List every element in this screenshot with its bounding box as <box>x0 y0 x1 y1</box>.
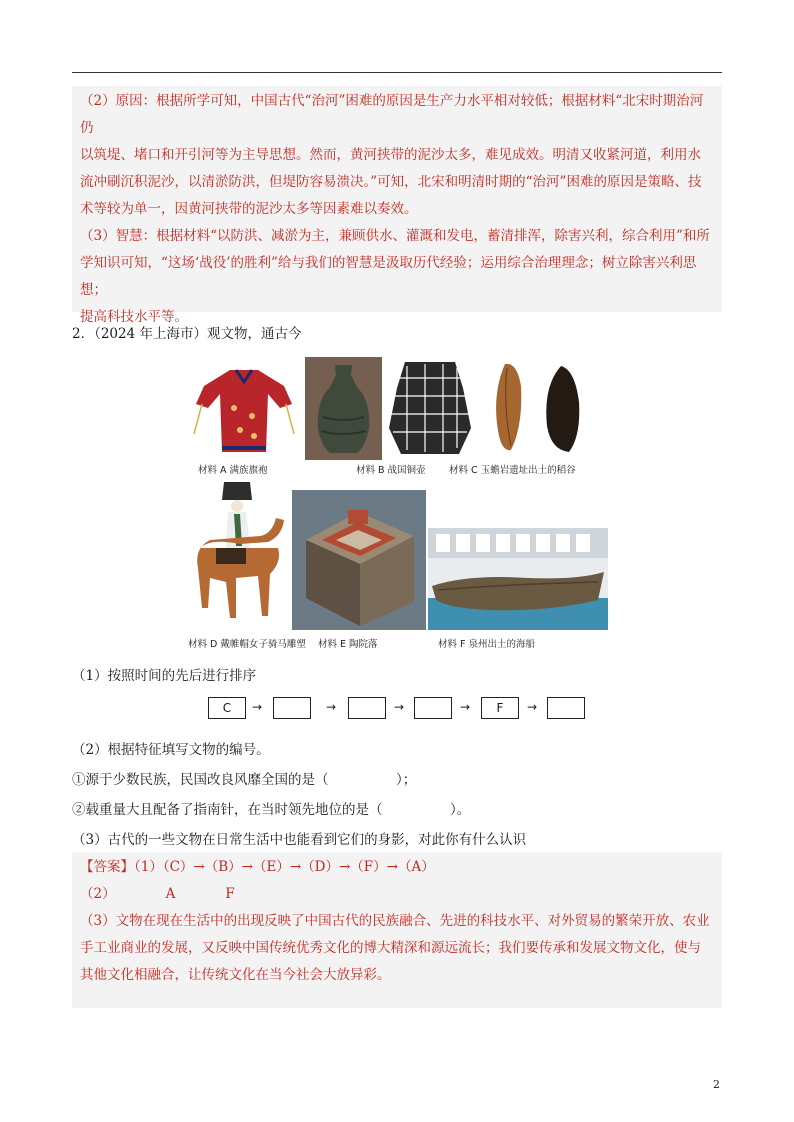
bronze-pot-image <box>305 357 382 460</box>
question-1: （1）按照时间的先后进行排序 <box>72 668 257 684</box>
sequence-arrow: → <box>460 700 471 714</box>
sequence-box-2[interactable] <box>273 697 311 719</box>
sequence-arrow: → <box>252 700 263 714</box>
caption-e: 材料 E 陶院落 <box>318 639 378 650</box>
question-2-2: ②载重量大且配备了指南针，在当时领先地位的是（ ）。 <box>72 802 471 818</box>
answer-line: 以筑堤、堵口和开引河等为主导思想。然而，黄河挟带的泥沙太多，难见成效。明清又收紧河道，利用水 <box>80 147 701 163</box>
answer-line-3: （3）文物在现在生活中的出现反映了中国古代的民族融合、先进的科技水平、对外贸易的繁荣开放、农业 <box>80 913 710 929</box>
rider-sculpture-image <box>190 478 288 630</box>
page-number: 2 <box>713 1078 720 1091</box>
sequence-arrow: → <box>326 700 337 714</box>
ship-image <box>428 528 608 630</box>
answer-line-4: 手工业商业的发展，又反映中国传统优秀文化的博大精深和源远流长；我们要传承和发展文物文化，使与 <box>80 940 701 956</box>
sequence-box-4[interactable] <box>414 697 452 719</box>
caption-a: 材料 A 满族旗袍 <box>198 465 268 476</box>
caption-b: 材料 B 战国铜壶 <box>356 465 426 476</box>
sequence-arrow: → <box>394 700 405 714</box>
bronze-rubbing-image <box>385 358 475 458</box>
answer-line: 提高科技水平等。 <box>80 309 188 325</box>
answer-line-2: （2） A F <box>80 886 235 902</box>
answer-block <box>72 852 722 1008</box>
sequence-box-3[interactable] <box>348 697 386 719</box>
answer-line: 学知识可知，“这场‘战役’的胜利”给与我们的智慧是汲取历代经验；运用综合治理理念；树立除害兴利思想； <box>80 255 697 298</box>
answer-block-previous <box>72 86 722 325</box>
header-rule <box>72 72 722 73</box>
pottery-courtyard-image <box>292 490 426 630</box>
qipao-image <box>192 364 296 456</box>
sequence-box-6[interactable] <box>547 697 585 719</box>
sequence-box-1[interactable]: C <box>208 697 246 719</box>
rice-grain-image <box>481 356 594 459</box>
answer-line: 流冲刷沉积泥沙，以清淤防洪，但堤防容易溃决。”可知，北宋和明清时期的“治河”困难的原因是策略、技 <box>80 174 702 190</box>
answer-line-1: 【答案】（1）（C）→（B）→（E）→（D）→（F）→（A） <box>80 859 435 875</box>
caption-d: 材料 D 戴帷帽女子骑马雕塑 <box>188 639 306 650</box>
caption-f: 材料 F 泉州出土的海船 <box>438 639 536 650</box>
answer-line: （3）智慧：根据材料“以防洪、减淤为主，兼顾供水、灌溉和发电，蓄清排浑，除害兴利，综合利用”和所 <box>80 228 710 244</box>
answer-line: 术等较为单一，因黄河挟带的泥沙太多等因素难以奏效。 <box>80 201 418 217</box>
sequence-box-5[interactable]: F <box>481 697 519 719</box>
caption-c: 材料 C 玉蟾岩遗址出土的稻谷 <box>449 465 576 476</box>
answer-tag: 【答案】 <box>80 859 134 875</box>
question-3: （3）古代的一些文物在日常生活中也能看到它们的身影，对此你有什么认识 <box>72 832 527 848</box>
question-2: （2）根据特征填写文物的编号。 <box>72 742 270 758</box>
sequence-arrow: → <box>527 700 538 714</box>
answer-line-5: 其他文化相融合，让传统文化在当今社会大放异彩。 <box>80 967 391 983</box>
question-title: 2．（2024 年上海市）观文物，通古今 <box>72 326 302 342</box>
answer-line: （2）原因：根据所学可知，中国古代“治河”困难的原因是生产力水平相对较低；根据材料“北宋时期治河仍 <box>80 93 704 136</box>
question-2-1: ①源于少数民族，民国改良风靡全国的是（ ）； <box>72 772 417 788</box>
